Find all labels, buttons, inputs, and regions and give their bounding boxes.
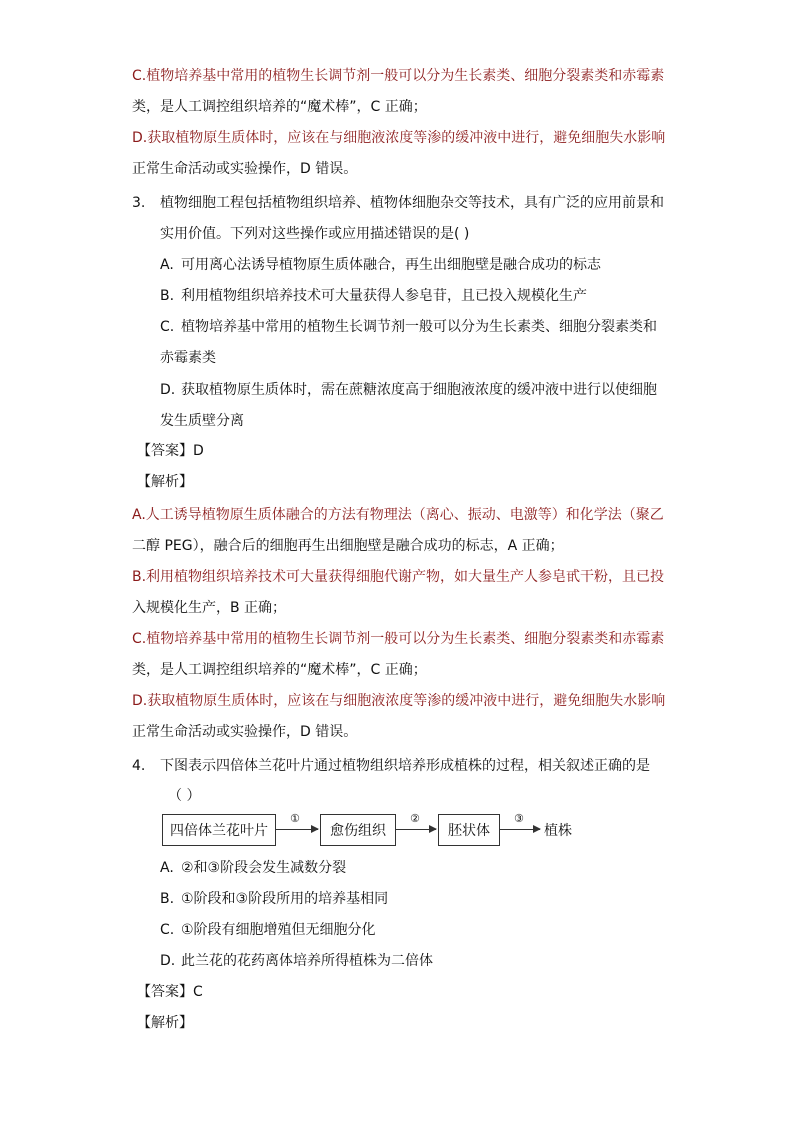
q4-answer: 【答案】C xyxy=(137,984,203,1000)
q3-analysis-line: 二醇 PEG），融合后的细胞再生出细胞壁是融合成功的标志，A 正确； xyxy=(132,538,564,554)
q3-analysis-label: 【解析】 xyxy=(137,474,193,490)
question-3-stem: 实用价值。下列对这些操作或应用描述错误的是( ) xyxy=(160,226,470,242)
q3-analysis-line: A.人工诱导植物原生质体融合的方法有物理法（离心、振动、电激等）和化学法（聚乙 xyxy=(132,507,664,523)
flow-arrow-1-label: ① xyxy=(290,812,300,825)
q4-option-d-text: 此兰花的花药离体培养所得植株为二倍体 xyxy=(181,953,433,969)
flow-arrow-3-label: ③ xyxy=(514,812,524,825)
q3-analysis-line: 入规模化生产，B 正确； xyxy=(132,600,287,616)
q3-analysis-line: 类，是人工调控组织培养的“魔术棒”，C 正确； xyxy=(132,662,427,678)
question-4-stem: 下图表示四倍体兰花叶片通过植物组织培养形成植株的过程，相关叙述正确的是 xyxy=(160,758,650,774)
q3-option-d-text: 获取植物原生质体时，需在蔗糖浓度高于细胞液浓度的缓冲液中进行以使细胞 xyxy=(181,382,657,398)
q3-option-b-text: 利用植物组织培养技术可大量获得人参皂苷，且已投入规模化生产 xyxy=(181,288,587,304)
q3-analysis-line: B.利用植物组织培养技术可大量获得细胞代谢产物，如大量生产人参皂甙干粉，且已投 xyxy=(132,569,665,585)
q3-analysis-line: C.植物培养基中常用的植物生长调节剂一般可以分为生长素类、细胞分裂素类和赤霉素 xyxy=(132,631,665,647)
question-4-number: 4. xyxy=(132,758,146,774)
q3-option-a-text: 可用离心法诱导植物原生质体融合，再生出细胞壁是融合成功的标志 xyxy=(181,257,601,273)
q3-answer: 【答案】D xyxy=(137,443,204,459)
q3-option-c-text-cont: 赤霉素类 xyxy=(160,350,216,366)
q4-option-a-text: ②和③阶段会发生减数分裂 xyxy=(181,860,347,876)
q3-analysis-line: D.获取植物原生质体时，应该在与细胞液浓度等渗的缓冲液中进行，避免细胞失水影响 xyxy=(132,693,666,709)
flow-end-plant: 植株 xyxy=(544,823,572,839)
q4-option-c-letter: C. xyxy=(160,922,175,938)
q4-analysis-label: 【解析】 xyxy=(137,1015,193,1031)
q3-option-c-text: 植物培养基中常用的植物生长调节剂一般可以分为生长素类、细胞分裂素类和 xyxy=(181,319,657,335)
q3-option-d-text-cont: 发生质壁分离 xyxy=(160,413,244,429)
flow-box-leaf: 四倍体兰花叶片 xyxy=(162,814,276,846)
flow-box-embryoid: 胚状体 xyxy=(438,814,500,846)
q4-option-d-letter: D. xyxy=(160,953,176,969)
process-flow-diagram xyxy=(162,814,602,848)
explain-line: C.植物培养基中常用的植物生长调节剂一般可以分为生长素类、细胞分裂素类和赤霉素 xyxy=(132,68,665,84)
q4-option-c-text: ①阶段有细胞增殖但无细胞分化 xyxy=(181,922,376,938)
flow-arrow-2 xyxy=(396,829,436,830)
q3-option-b-letter: B. xyxy=(160,288,175,304)
flow-arrow-3 xyxy=(500,829,540,830)
q3-analysis-line: 正常生命活动或实验操作，D 错误。 xyxy=(132,724,358,740)
explain-line: 类，是人工调控组织培养的“魔术棒”，C 正确； xyxy=(132,99,427,115)
explain-line: 正常生命活动或实验操作，D 错误。 xyxy=(132,161,358,177)
explain-line: D.获取植物原生质体时，应该在与细胞液浓度等渗的缓冲液中进行，避免细胞失水影响 xyxy=(132,130,666,146)
flow-arrow-1 xyxy=(276,829,318,830)
q3-option-c-letter: C. xyxy=(160,319,175,335)
q3-option-d-letter: D. xyxy=(160,382,176,398)
q4-option-a-letter: A. xyxy=(160,860,174,876)
flow-arrow-2-label: ② xyxy=(410,812,420,825)
question-3-number: 3. xyxy=(132,195,146,211)
q3-option-a-letter: A. xyxy=(160,257,174,273)
q4-option-b-text: ①阶段和③阶段所用的培养基相同 xyxy=(181,891,389,907)
flow-box-callus: 愈伤组织 xyxy=(320,814,396,846)
question-3-stem: 植物细胞工程包括植物组织培养、植物体细胞杂交等技术，具有广泛的应用前景和 xyxy=(160,195,664,211)
question-4-bracket: （ ） xyxy=(168,788,201,804)
q4-option-b-letter: B. xyxy=(160,891,175,907)
